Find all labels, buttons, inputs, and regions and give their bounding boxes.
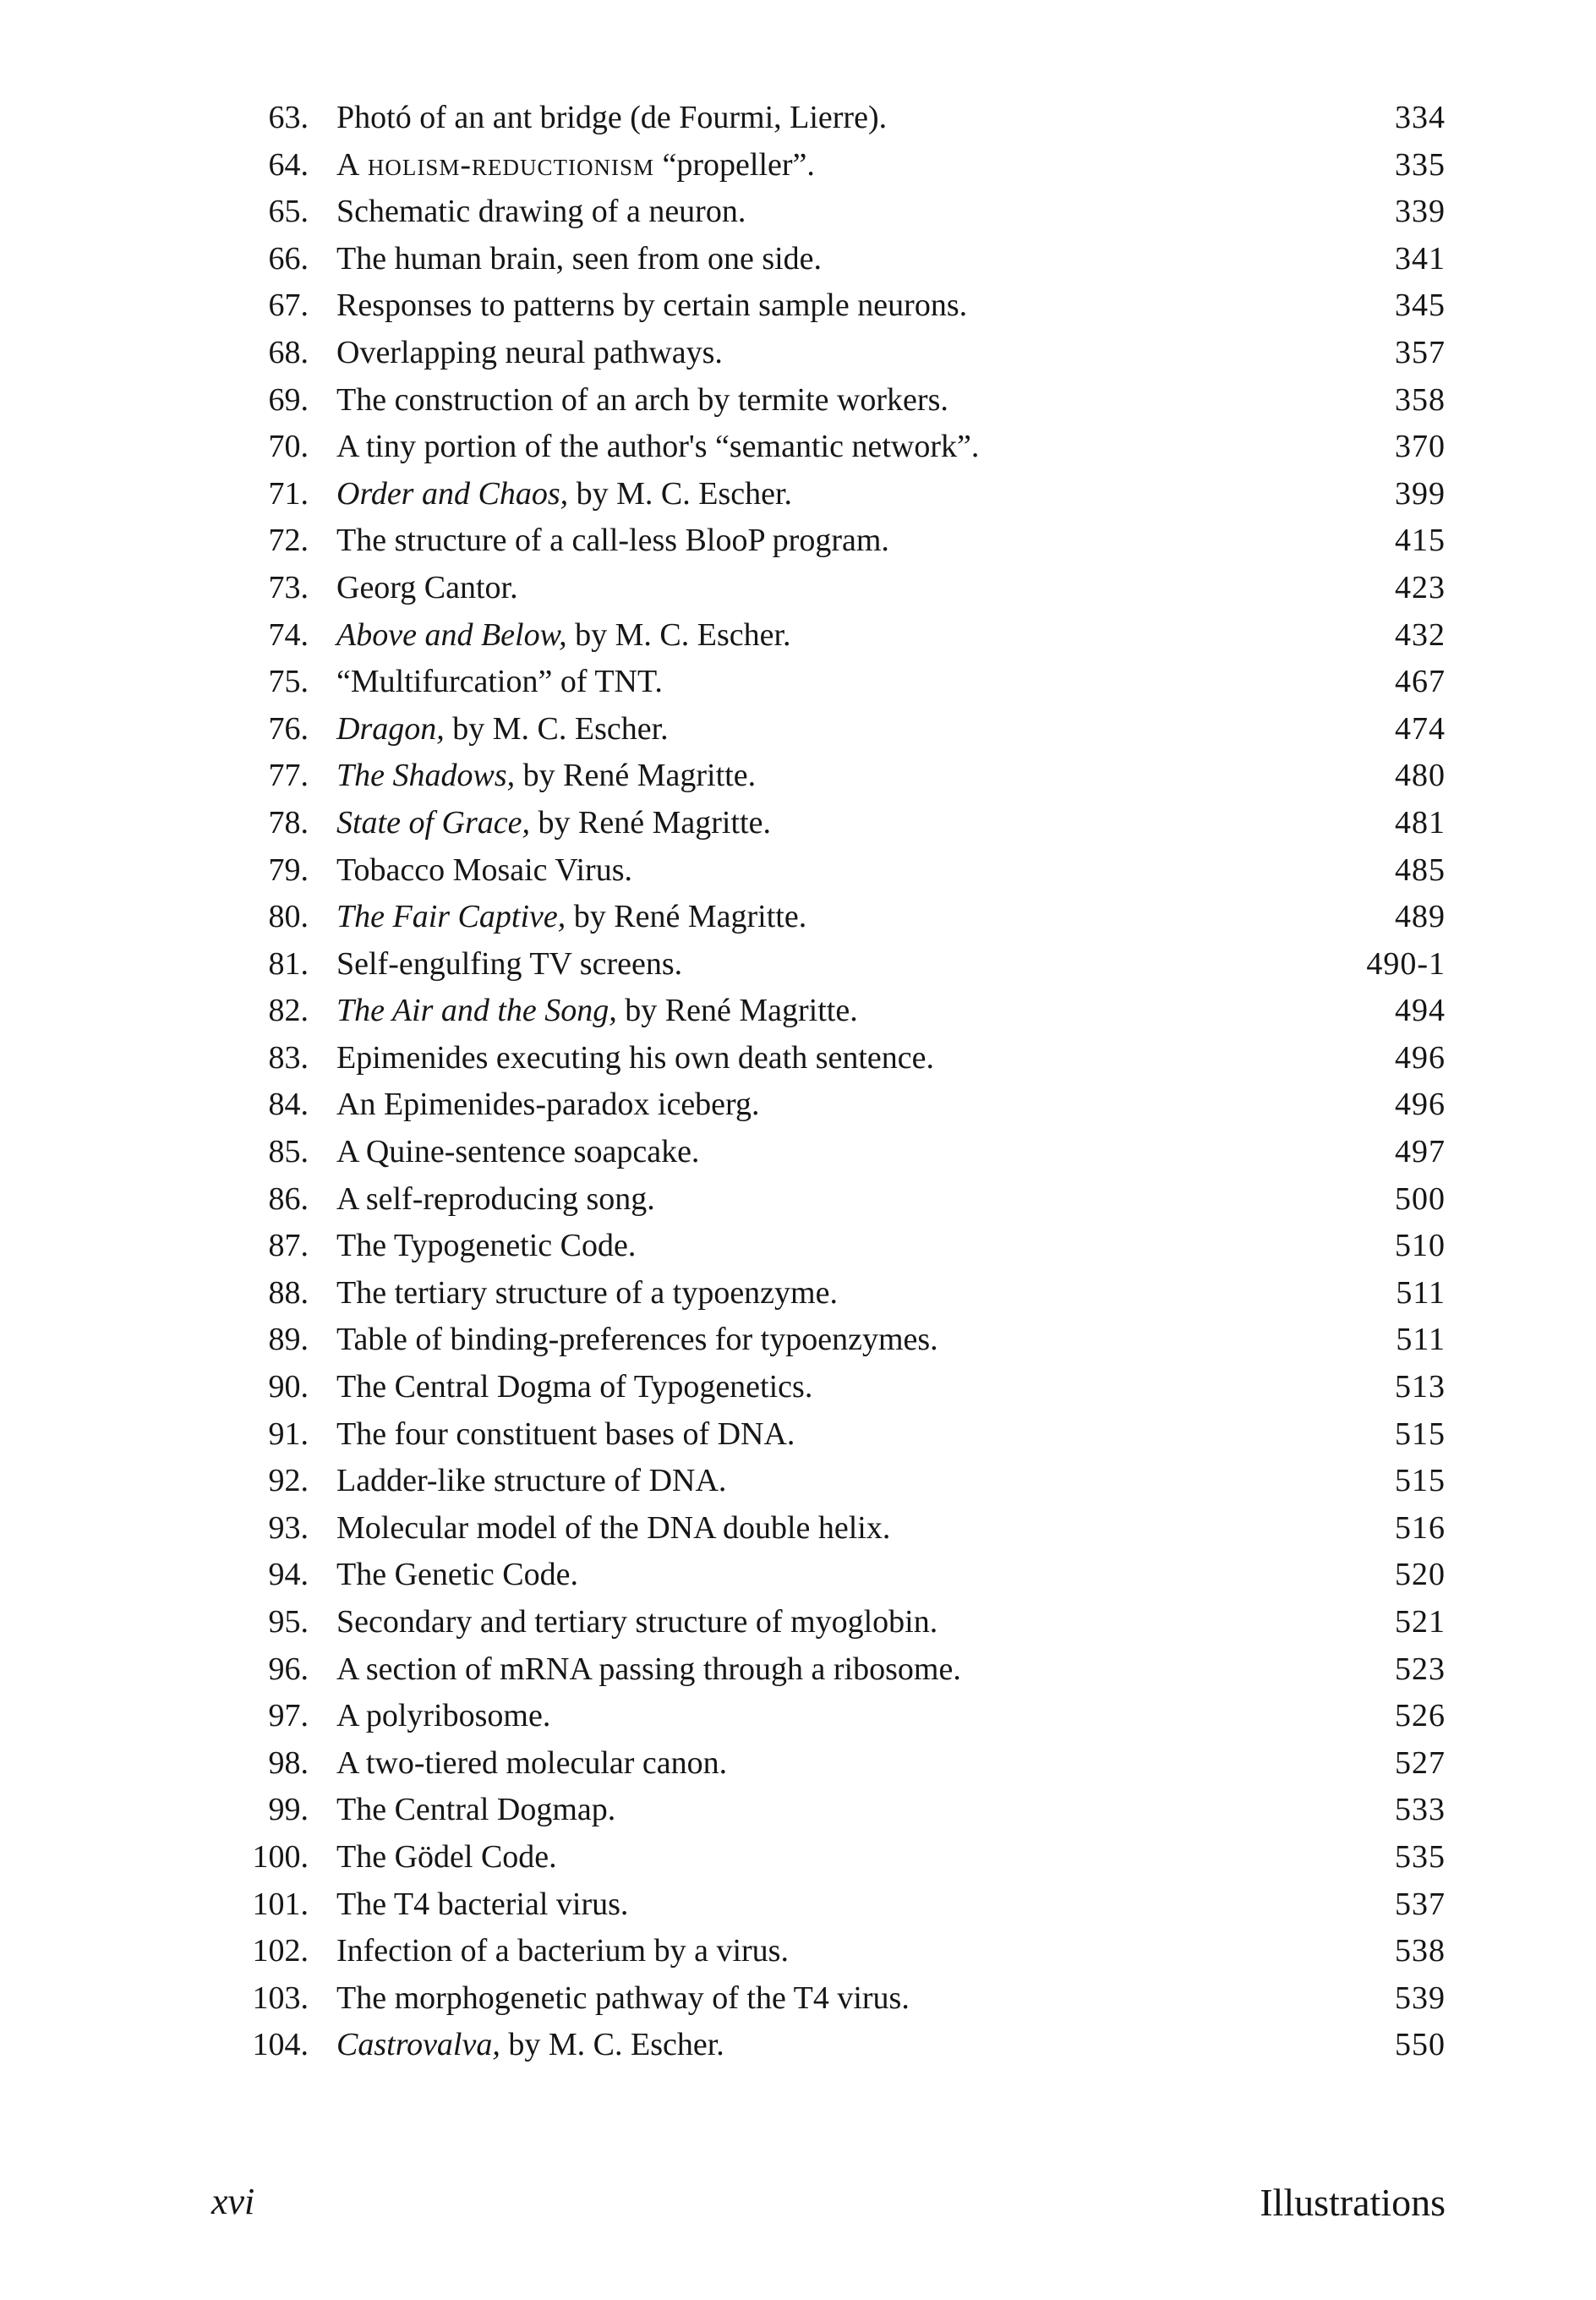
entry-title	[336, 1693, 550, 1740]
entry-number: 84.	[268, 1087, 309, 1123]
entry-number: 68.	[268, 334, 309, 370]
entry-page-number: 510	[1395, 1228, 1446, 1264]
entry-title	[336, 518, 889, 565]
illustration-entry	[211, 941, 1446, 988]
illustration-entry	[211, 1834, 1446, 1881]
entry-number: 91.	[268, 1416, 309, 1452]
entry-title-text: “propeller”.	[654, 146, 815, 183]
entry-title	[336, 95, 887, 142]
entry-page-number: 526	[1395, 1698, 1446, 1734]
illustration-entry	[211, 518, 1446, 565]
entry-number: 66.	[268, 240, 309, 277]
entry-number: 72.	[268, 523, 309, 559]
entry-title	[336, 471, 792, 518]
entry-title-text: Self-engulfing TV screens.	[336, 945, 683, 982]
entry-page-number: 538	[1395, 1933, 1446, 1969]
entry-title-text: Responses to patterns by certain sample neurons.	[336, 288, 968, 324]
illustration-entry	[211, 1082, 1446, 1129]
entry-title-text: Secondary and tertiary structure of myoglobin.	[336, 1604, 938, 1640]
illustration-entry	[211, 988, 1446, 1035]
entry-title-text: by René Magritte.	[566, 899, 807, 935]
entry-work-title: The Shadows,	[336, 758, 516, 794]
entry-number: 96.	[268, 1651, 309, 1687]
entry-title-text: A self-reproducing song.	[336, 1180, 655, 1217]
entry-page-number: 423	[1395, 569, 1446, 605]
entry-title	[336, 1082, 760, 1129]
entry-title-text: The human brain, seen from one side.	[336, 240, 823, 277]
entry-page-number: 494	[1395, 993, 1446, 1029]
entry-title-text: by M. C. Escher.	[500, 2027, 724, 2063]
entry-title	[336, 1458, 726, 1505]
entry-title-text: A Quine-sentence soapcake.	[336, 1134, 700, 1170]
entry-title	[336, 1740, 727, 1788]
entry-page-number: 345	[1395, 288, 1446, 324]
illustration-entry	[211, 1975, 1446, 2023]
entry-work-title: Above and Below,	[336, 616, 567, 653]
illustration-entry	[211, 236, 1446, 283]
entry-number: 71.	[268, 475, 309, 512]
entry-page-number: 533	[1395, 1792, 1446, 1828]
illustration-entry	[211, 282, 1446, 330]
entry-title-text: Photó of an ant bridge (de Fourmi, Lierre).	[336, 100, 888, 135]
entry-number: 101.	[252, 1886, 309, 1922]
illustration-entry	[211, 1599, 1446, 1646]
illustration-entry	[211, 753, 1446, 800]
entry-title-text: by M. C. Escher.	[566, 616, 791, 653]
entry-number: 99.	[268, 1792, 309, 1828]
entry-page-number: 511	[1396, 1322, 1446, 1358]
entry-title-text: Schematic drawing of a neuron.	[336, 194, 746, 230]
entry-page-number: 513	[1395, 1369, 1446, 1405]
entry-page-number: 339	[1395, 194, 1446, 230]
entry-work-title: Castrovalva,	[336, 2027, 500, 2063]
entry-title-text: Table of binding-preferences for typoenzymes.	[336, 1322, 938, 1358]
entry-number: 78.	[268, 804, 309, 841]
entry-page-number: 520	[1395, 1557, 1446, 1593]
entry-title	[336, 612, 791, 660]
running-footer-title: Illustrations	[1260, 2181, 1446, 2224]
illustration-entry	[211, 1928, 1446, 1975]
entry-title-text: by René Magritte.	[616, 993, 858, 1029]
entry-number: 92.	[268, 1463, 309, 1499]
entry-page-number: 497	[1395, 1134, 1446, 1170]
illustration-entry	[211, 1505, 1446, 1552]
entry-title	[336, 706, 669, 753]
entry-page-number: 500	[1395, 1180, 1446, 1217]
entry-page-number: 515	[1395, 1463, 1446, 1499]
illustration-entry	[211, 1270, 1446, 1317]
entry-title-text: The Genetic Code.	[336, 1557, 578, 1593]
entry-title-text: “Multifurcation” of TNT.	[336, 664, 663, 700]
entry-work-title: State of Grace,	[336, 804, 531, 841]
entry-title-text: The Central Dogmap.	[336, 1792, 616, 1828]
entry-title	[336, 753, 756, 800]
entry-number: 63.	[268, 100, 309, 135]
entry-title-text: Molecular model of the DNA double helix.	[336, 1509, 891, 1546]
illustration-entry	[211, 1364, 1446, 1411]
illustration-entry	[211, 894, 1446, 941]
entry-work-title: The Fair Captive,	[336, 899, 566, 935]
illustration-entry	[211, 95, 1446, 142]
entry-title	[336, 659, 663, 706]
entry-work-title: Dragon,	[336, 710, 445, 747]
entry-number: 69.	[268, 381, 309, 418]
illustration-entry	[211, 1411, 1446, 1459]
entry-page-number: 527	[1395, 1744, 1446, 1781]
entry-number: 85.	[268, 1134, 309, 1170]
entry-title-text: by René Magritte.	[515, 758, 757, 794]
entry-title-text: Epimenides executing his own death sentence.	[336, 1039, 935, 1076]
illustration-entry	[211, 2022, 1446, 2069]
entry-title-text: A tiny portion of the author's “semantic network”.	[336, 429, 980, 465]
illustration-entry	[211, 659, 1446, 706]
entry-number: 88.	[268, 1274, 309, 1311]
illustration-entry	[211, 612, 1446, 660]
entry-title-text: Georg Cantor.	[336, 569, 518, 605]
entry-title	[336, 1599, 937, 1646]
entry-title-text: A section of mRNA passing through a ribosome.	[336, 1651, 961, 1687]
entry-number: 86.	[268, 1180, 309, 1217]
entry-title	[336, 1834, 557, 1881]
entry-number: 90.	[268, 1369, 309, 1405]
entry-title	[336, 1129, 699, 1176]
entry-title-text: Overlapping neural pathways.	[336, 334, 723, 370]
entry-page-number: 432	[1395, 616, 1446, 653]
entry-title-text: Ladder-like structure of DNA.	[336, 1463, 727, 1499]
entry-title-text: by René Magritte.	[530, 804, 771, 841]
entry-page-number: 341	[1395, 240, 1446, 277]
entry-title	[336, 800, 771, 847]
entry-number: 94.	[268, 1557, 309, 1593]
entry-number: 104.	[252, 2027, 309, 2063]
entry-number: 75.	[268, 664, 309, 700]
entry-number: 70.	[268, 429, 309, 465]
entry-number: 102.	[252, 1933, 309, 1969]
entry-title-text: The T4 bacterial virus.	[336, 1886, 629, 1922]
entry-title	[336, 1176, 655, 1224]
illustration-entry	[211, 377, 1446, 424]
entry-page-number: 358	[1395, 381, 1446, 418]
entry-page-number: 334	[1395, 100, 1446, 135]
entry-page-number: 550	[1395, 2027, 1446, 2063]
entry-page-number: 515	[1395, 1416, 1446, 1452]
page-number: xvi	[211, 2181, 255, 2222]
illustration-entry	[211, 1552, 1446, 1599]
entry-page-number: 496	[1395, 1087, 1446, 1123]
illustration-entry	[211, 189, 1446, 236]
entry-title	[336, 1223, 636, 1270]
entry-title-text: Infection of a bacterium by a virus.	[336, 1933, 789, 1969]
entry-title	[336, 565, 518, 612]
entry-title-text: The construction of an arch by termite workers.	[336, 381, 948, 418]
entry-page-number: 511	[1396, 1274, 1446, 1311]
entry-title	[336, 1552, 578, 1599]
illustration-entry	[211, 471, 1446, 518]
illustration-entry	[211, 1458, 1446, 1505]
entry-title	[336, 2022, 724, 2069]
entry-number: 97.	[268, 1698, 309, 1734]
illustration-entry	[211, 1129, 1446, 1176]
entry-title-text: The morphogenetic pathway of the T4 virus.	[336, 1980, 910, 2016]
entry-page-number: 490-1	[1366, 945, 1446, 982]
illustration-entry	[211, 1693, 1446, 1740]
entry-page-number: 485	[1395, 852, 1446, 888]
entry-number: 64.	[268, 146, 309, 183]
illustration-entry	[211, 1740, 1446, 1788]
entry-title-text: An Epimenides-paradox iceberg.	[336, 1087, 760, 1123]
entry-title	[336, 1364, 812, 1411]
entry-title-text: A two-tiered molecular canon.	[336, 1744, 728, 1781]
entry-number: 89.	[268, 1322, 309, 1358]
entry-title-text: The Central Dogma of Typogenetics.	[336, 1369, 813, 1405]
entry-number: 67.	[268, 288, 309, 324]
entry-number: 98.	[268, 1744, 309, 1781]
entry-small-caps: A holism-reductionism	[336, 146, 655, 183]
entry-title	[336, 142, 815, 189]
entry-title	[336, 1975, 910, 2023]
entry-number: 95.	[268, 1604, 309, 1640]
entry-page-number: 480	[1395, 758, 1446, 794]
illustration-entry	[211, 1176, 1446, 1224]
entry-title-text: The structure of a call-less BlooP program.	[336, 523, 889, 559]
entry-title	[336, 847, 632, 895]
entry-page-number: 535	[1395, 1838, 1446, 1875]
entry-title-text: by M. C. Escher.	[444, 710, 669, 747]
entry-page-number: 521	[1395, 1604, 1446, 1640]
entry-page-number: 474	[1395, 710, 1446, 747]
entry-title-text: The Typogenetic Code.	[336, 1228, 637, 1264]
entry-title	[336, 1787, 615, 1834]
entry-title	[336, 282, 967, 330]
entry-title	[336, 894, 806, 941]
entry-title-text: The Gödel Code.	[336, 1838, 557, 1875]
entry-title	[336, 1928, 789, 1975]
entry-number: 79.	[268, 852, 309, 888]
entry-page-number: 357	[1395, 334, 1446, 370]
entry-title-text: The four constituent bases of DNA.	[336, 1416, 795, 1452]
entry-number: 77.	[268, 758, 309, 794]
entry-title-text: by M. C. Escher.	[568, 475, 793, 512]
entry-page-number: 516	[1395, 1509, 1446, 1546]
entry-number: 83.	[268, 1039, 309, 1076]
illustration-entry	[211, 706, 1446, 753]
entry-page-number: 539	[1395, 1980, 1446, 2016]
illustration-entry	[211, 1035, 1446, 1082]
illustration-entry	[211, 565, 1446, 612]
entry-number: 87.	[268, 1228, 309, 1264]
entry-title	[336, 1317, 938, 1364]
entry-number: 76.	[268, 710, 309, 747]
entry-page-number: 415	[1395, 523, 1446, 559]
entry-number: 93.	[268, 1509, 309, 1546]
entry-title	[336, 1035, 934, 1082]
entry-title	[336, 1505, 890, 1552]
entry-number: 80.	[268, 899, 309, 935]
entry-number: 65.	[268, 194, 309, 230]
entry-title	[336, 377, 948, 424]
entry-number: 74.	[268, 616, 309, 653]
entry-title	[336, 330, 723, 377]
entry-page-number: 335	[1395, 146, 1446, 183]
entry-page-number: 537	[1395, 1886, 1446, 1922]
illustration-entry	[211, 800, 1446, 847]
entry-title-text: Tobacco Mosaic Virus.	[336, 852, 632, 888]
illustration-entry	[211, 1787, 1446, 1834]
entry-page-number: 489	[1395, 899, 1446, 935]
entry-title	[336, 236, 822, 283]
entry-title	[336, 988, 858, 1035]
entry-number: 100.	[252, 1838, 309, 1875]
entry-page-number: 496	[1395, 1039, 1446, 1076]
entry-number: 103.	[252, 1980, 309, 2016]
entry-title	[336, 1411, 795, 1459]
entry-page-number: 370	[1395, 429, 1446, 465]
entry-title	[336, 189, 746, 236]
illustration-entry	[211, 1646, 1446, 1694]
entry-title	[336, 1270, 838, 1317]
illustration-entry	[211, 1881, 1446, 1929]
entry-title	[336, 424, 979, 471]
illustration-entry	[211, 1223, 1446, 1270]
entry-title	[336, 1646, 961, 1694]
entry-title	[336, 1881, 628, 1929]
illustration-entry	[211, 142, 1446, 189]
entry-title	[336, 941, 682, 988]
illustration-entry	[211, 1317, 1446, 1364]
illustration-entry	[211, 424, 1446, 471]
illustrations-list	[211, 95, 1446, 2069]
illustration-entry	[211, 847, 1446, 895]
entry-number: 82.	[268, 993, 309, 1029]
entry-work-title: Order and Chaos,	[336, 475, 569, 512]
entry-work-title: The Air and the Song,	[336, 993, 617, 1029]
entry-page-number: 467	[1395, 664, 1446, 700]
entry-page-number: 523	[1395, 1651, 1446, 1687]
entry-title-text: The tertiary structure of a typoenzyme.	[336, 1274, 838, 1311]
illustration-entry	[211, 330, 1446, 377]
entry-number: 81.	[268, 945, 309, 982]
entry-page-number: 399	[1395, 475, 1446, 512]
entry-page-number: 481	[1395, 804, 1446, 841]
entry-title-text: A polyribosome.	[336, 1698, 551, 1734]
entry-number: 73.	[268, 569, 309, 605]
